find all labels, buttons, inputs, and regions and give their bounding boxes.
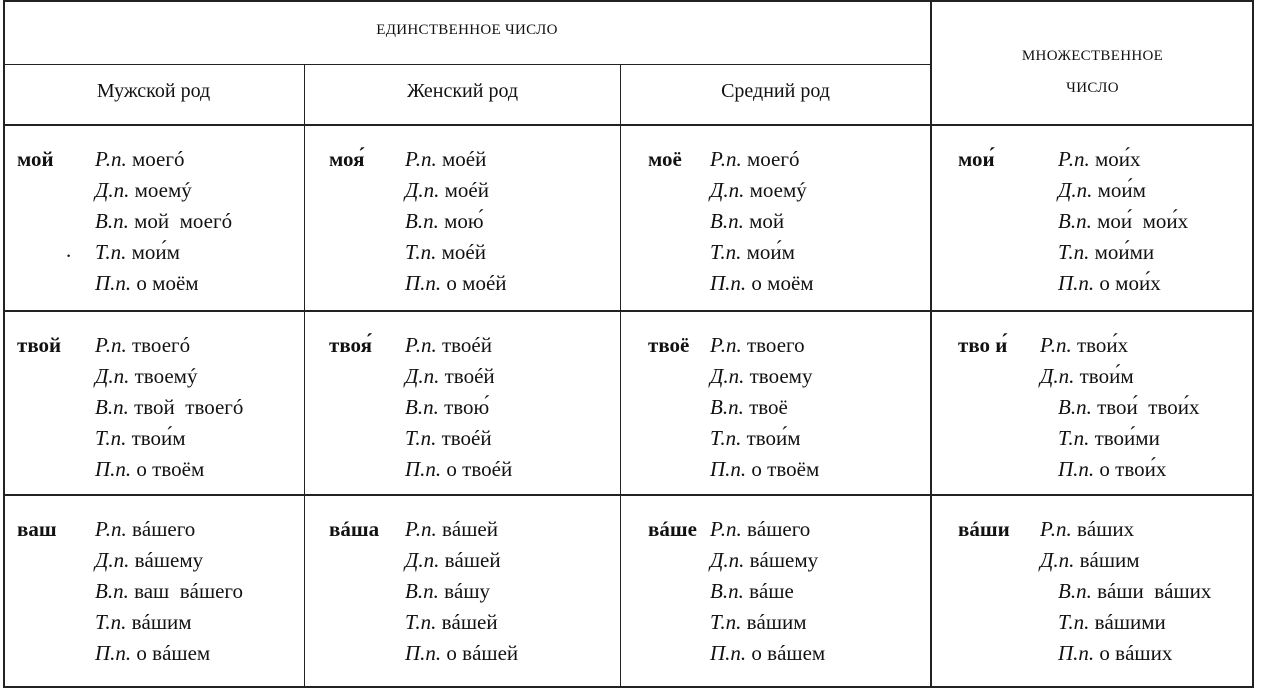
case-form [405, 454, 512, 485]
case-abbreviation: П.п. [1058, 271, 1095, 295]
case-form [95, 268, 199, 299]
case-form [95, 392, 243, 423]
case-form-text: о твои́х [1099, 457, 1167, 481]
case-form-text: моéй [441, 240, 486, 264]
case-form [1040, 514, 1134, 545]
case-form-text: о твоём [136, 457, 205, 481]
case-abbreviation: В.п. [1058, 209, 1092, 233]
case-form-text: мой [749, 209, 785, 233]
case-abbreviation: Т.п. [95, 240, 127, 264]
case-form-text: моегó [131, 147, 185, 171]
case-form-text: твой твоегó [134, 395, 244, 419]
case-form [710, 237, 795, 268]
case-abbreviation: В.п. [405, 209, 439, 233]
pronoun-label: тво и́ [958, 333, 1008, 357]
case-abbreviation: Д.п. [1040, 548, 1075, 572]
case-abbreviation: Д.п. [95, 364, 130, 388]
case-form [405, 330, 492, 361]
case-form [1058, 638, 1172, 669]
case-abbreviation: П.п. [95, 271, 132, 295]
case-form-text: мои́м [746, 240, 795, 264]
case-form-text: о вáшем [136, 641, 211, 665]
case-abbreviation: В.п. [710, 209, 744, 233]
case-form [405, 514, 498, 545]
case-form [405, 607, 498, 638]
case-form-text: твоéй [444, 364, 495, 388]
case-form-text: вáшу [444, 579, 490, 603]
case-abbreviation: Р.п. [95, 147, 127, 171]
divider [620, 64, 621, 688]
case-abbreviation: Р.п. [1040, 333, 1072, 357]
case-form [710, 175, 807, 206]
pronoun-label: вáши [958, 517, 1010, 541]
case-form-text: вáшему [134, 548, 204, 572]
case-abbreviation: Т.п. [1058, 426, 1090, 450]
case-form [1040, 330, 1128, 361]
case-abbreviation: Т.п. [710, 426, 742, 450]
case-form-text: твоего [746, 333, 805, 357]
case-abbreviation: П.п. [95, 457, 132, 481]
case-abbreviation: В.п. [95, 395, 129, 419]
case-abbreviation: В.п. [95, 209, 129, 233]
pronoun-label: моё [648, 147, 682, 171]
case-form-text: мои́м [1097, 178, 1146, 202]
case-abbreviation: П.п. [95, 641, 132, 665]
case-form [405, 361, 495, 392]
pronoun-label: моя́ [329, 147, 365, 171]
case-form-text: вáших [1076, 517, 1135, 541]
case-form-text: о твоéй [446, 457, 513, 481]
case-abbreviation: Р.п. [405, 333, 437, 357]
case-form [405, 268, 507, 299]
case-form-text: вáшим [131, 610, 192, 634]
case-form-text: вáшей [444, 548, 501, 572]
case-abbreviation: Д.п. [710, 364, 745, 388]
case-form-text: о вáшем [751, 641, 826, 665]
case-abbreviation: П.п. [405, 271, 442, 295]
case-form-text: о моём [136, 271, 199, 295]
case-abbreviation: В.п. [1058, 579, 1092, 603]
case-abbreviation: П.п. [710, 457, 747, 481]
case-form [710, 206, 784, 237]
case-form [710, 423, 801, 454]
case-form [1040, 545, 1140, 576]
case-abbreviation: Д.п. [1058, 178, 1093, 202]
case-form [710, 607, 807, 638]
case-abbreviation: Т.п. [710, 240, 742, 264]
case-form-text: вáшей [441, 517, 498, 541]
case-abbreviation: В.п. [95, 579, 129, 603]
case-form [1058, 144, 1141, 175]
case-form-text: твои́м [1079, 364, 1134, 388]
case-form [405, 545, 501, 576]
case-abbreviation: В.п. [710, 395, 744, 419]
case-abbreviation: Р.п. [710, 333, 742, 357]
case-form [95, 206, 232, 237]
case-abbreviation: Т.п. [95, 610, 127, 634]
case-form [405, 144, 486, 175]
case-form [95, 237, 180, 268]
case-form-text: мой моегó [134, 209, 233, 233]
stray-dot: . [66, 238, 72, 262]
case-form-text: твоегó [131, 333, 191, 357]
case-abbreviation: Р.п. [405, 517, 437, 541]
case-form-text: твои́м [746, 426, 801, 450]
case-abbreviation: Т.п. [405, 240, 437, 264]
case-form [710, 638, 825, 669]
header-plural [931, 40, 1254, 104]
case-form [710, 330, 805, 361]
case-form-text: моегó [746, 147, 800, 171]
case-form [95, 514, 195, 545]
case-form-text: о вáших [1099, 641, 1173, 665]
case-form-text: вáшего [746, 517, 811, 541]
case-abbreviation: В.п. [710, 579, 744, 603]
case-form [710, 514, 810, 545]
pronoun-label: мой [17, 147, 54, 171]
case-form-text: вáшему [749, 548, 819, 572]
case-form-text: твою́ [444, 395, 490, 419]
case-form-text: мою́ [444, 209, 484, 233]
case-abbreviation: В.п. [405, 395, 439, 419]
case-form-text: твои́м [131, 426, 186, 450]
case-form [95, 545, 203, 576]
case-form-text: вáшим [1079, 548, 1140, 572]
case-abbreviation: П.п. [405, 641, 442, 665]
case-abbreviation: П.п. [405, 457, 442, 481]
case-form [1058, 268, 1161, 299]
case-form [710, 361, 812, 392]
case-form [405, 206, 484, 237]
pronoun-label: твоя́ [329, 333, 372, 357]
case-abbreviation: Д.п. [405, 178, 440, 202]
header-plural-line1: МНОЖЕСТВЕННОЕ [1021, 48, 1164, 64]
case-form-text: моéй [441, 147, 487, 171]
case-form [1058, 175, 1146, 206]
case-form [95, 454, 204, 485]
case-abbreviation: В.п. [405, 579, 439, 603]
case-form [95, 638, 210, 669]
case-abbreviation: Т.п. [1058, 610, 1090, 634]
case-form [95, 423, 186, 454]
header-singular: ЕДИНСТВЕННОЕ ЧИСЛО [376, 22, 558, 38]
case-form-text: твоему [749, 364, 813, 388]
case-form [1058, 576, 1211, 607]
case-abbreviation: Р.п. [710, 517, 742, 541]
divider [3, 310, 1254, 312]
case-abbreviation: П.п. [710, 641, 747, 665]
case-form [95, 144, 184, 175]
case-form-text: мои́х [1094, 147, 1141, 171]
case-form [710, 576, 794, 607]
case-form [1040, 361, 1134, 392]
case-abbreviation: Т.п. [710, 610, 742, 634]
case-form [710, 545, 818, 576]
case-abbreviation: Т.п. [1058, 240, 1090, 264]
divider [304, 64, 305, 688]
pronoun-label: твоё [648, 333, 690, 357]
case-abbreviation: Р.п. [95, 333, 127, 357]
case-abbreviation: Д.п. [405, 364, 440, 388]
case-form-text: ваш вáшего [134, 579, 244, 603]
pronoun-label: твой [17, 333, 62, 357]
case-form-text: твоё [749, 395, 788, 419]
case-abbreviation: Д.п. [1040, 364, 1075, 388]
case-form [1058, 607, 1166, 638]
case-form-text: твоéй [441, 333, 492, 357]
case-form-text: твои́ми [1094, 426, 1160, 450]
case-abbreviation: Д.п. [710, 548, 745, 572]
case-abbreviation: Т.п. [405, 610, 437, 634]
case-form [1058, 392, 1199, 423]
case-form-text: вáшим [746, 610, 807, 634]
pronoun-label: мои́ [958, 147, 995, 171]
case-abbreviation: Т.п. [405, 426, 437, 450]
divider [3, 64, 931, 65]
pronoun-label: вáше [648, 517, 697, 541]
case-form [710, 392, 788, 423]
case-form [95, 330, 190, 361]
case-abbreviation: Р.п. [1040, 517, 1072, 541]
header-plural-line2: ЧИСЛО [1066, 80, 1119, 96]
case-form [405, 576, 490, 607]
case-form-text: о моéй [446, 271, 507, 295]
case-form [95, 175, 192, 206]
case-form [95, 576, 243, 607]
case-form-text: вáше [749, 579, 794, 603]
divider [3, 494, 1254, 496]
case-abbreviation: Р.п. [95, 517, 127, 541]
header-masculine: Мужской род [96, 80, 211, 102]
divider [3, 124, 1254, 126]
case-form-text: твои́ твои́х [1097, 395, 1200, 419]
case-form [405, 638, 518, 669]
case-form [710, 268, 814, 299]
header-neuter: Средний род [721, 80, 830, 102]
case-abbreviation: В.п. [1058, 395, 1092, 419]
case-form [1058, 423, 1160, 454]
case-form-text: вáшими [1094, 610, 1166, 634]
case-form [1058, 454, 1166, 485]
case-form-text: твоемý [134, 364, 198, 388]
case-abbreviation: Р.п. [1058, 147, 1090, 171]
case-form-text: твои́х [1076, 333, 1129, 357]
case-form [405, 175, 489, 206]
pronoun-label: вáша [329, 517, 380, 541]
case-form [405, 237, 486, 268]
case-abbreviation: П.п. [1058, 457, 1095, 481]
case-form-text: мои́ мои́х [1097, 209, 1189, 233]
case-form [405, 423, 492, 454]
case-abbreviation: Д.п. [710, 178, 745, 202]
case-form [95, 361, 197, 392]
case-abbreviation: Р.п. [710, 147, 742, 171]
case-form-text: о моём [751, 271, 814, 295]
case-form-text: вáшей [441, 610, 498, 634]
header-feminine: Женский род [406, 80, 519, 102]
case-form-text: моемý [134, 178, 192, 202]
case-abbreviation: П.п. [710, 271, 747, 295]
case-form-text: о вáшей [446, 641, 519, 665]
case-form-text: вáши вáших [1097, 579, 1212, 603]
case-form [710, 454, 819, 485]
case-form [405, 392, 489, 423]
pronoun-label: ваш [17, 517, 57, 541]
case-form-text: мои́м [131, 240, 180, 264]
case-form-text: о мои́х [1099, 271, 1161, 295]
case-abbreviation: Д.п. [95, 178, 130, 202]
case-form [1058, 237, 1154, 268]
case-abbreviation: Т.п. [95, 426, 127, 450]
case-abbreviation: П.п. [1058, 641, 1095, 665]
case-abbreviation: Д.п. [405, 548, 440, 572]
case-form-text: о твоём [751, 457, 820, 481]
case-abbreviation: Д.п. [95, 548, 130, 572]
case-form [1058, 206, 1188, 237]
case-abbreviation: Р.п. [405, 147, 437, 171]
case-form-text: моéй [444, 178, 489, 202]
case-form-text: моемý [749, 178, 807, 202]
case-form-text: вáшего [131, 517, 196, 541]
case-form-text: мои́ми [1094, 240, 1155, 264]
case-form [95, 607, 192, 638]
case-form [710, 144, 799, 175]
case-form-text: твоéй [441, 426, 492, 450]
